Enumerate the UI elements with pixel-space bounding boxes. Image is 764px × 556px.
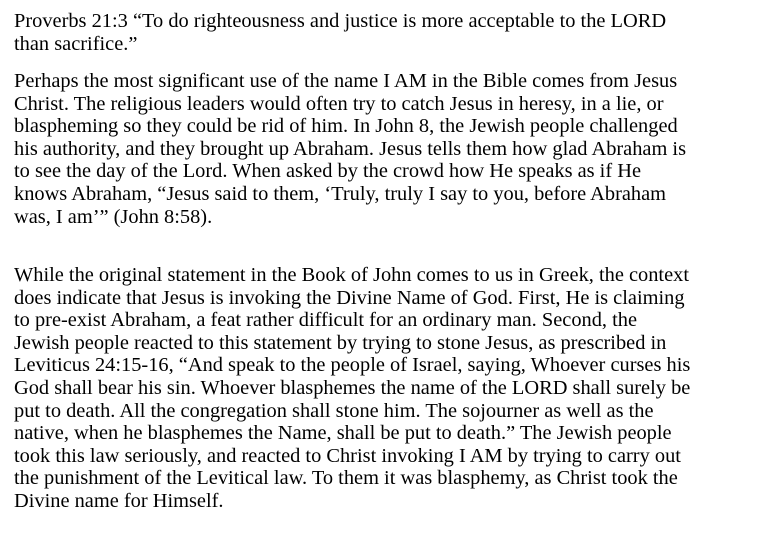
text-line: to pre-exist Abraham, a feat rather difficult for an ordinary man. Second, the [14,309,638,332]
text-line: was, I am’” (John 8:58). [14,205,213,228]
text-line: Jewish people reacted to this statement by trying to stone Jesus, as prescribed in [14,331,667,354]
text-line: Divine name for Himself. [14,489,224,512]
text-line: native, when he blasphemes the Name, shall be put to death.” The Jewish people [14,422,672,445]
text-line: to see the day of the Lord. When asked by the crowd how He speaks as if He [14,160,642,183]
text-line: does indicate that Jesus is invoking the Divine Name of God. First, He is claiming [14,286,685,309]
paragraph-proverbs-quote [14,10,666,55]
text-line: While the original statement in the Book of John comes to us in Greek, the context [14,264,690,286]
text-line: his authority, and they brought up Abraham. Jesus tells them how glad Abraham is [14,137,687,160]
text-line: than sacrifice.” [14,32,138,55]
text-line: Proverbs 21:3 “To do righteousness and justice is more acceptable to the LORD [14,10,667,32]
text-line: took this law seriously, and reacted to Christ invoking I AM by trying to carry out [14,444,681,467]
paragraph-i-am-jesus [14,70,686,228]
text-line: God shall bear his sin. Whoever blasphemes the name of the LORD shall surely be [14,376,691,399]
text-line: Christ. The religious leaders would often try to catch Jesus in heresy, in a lie, or [14,92,664,115]
paragraph-greek-context [14,264,690,513]
text-line: put to death. All the congregation shall stone him. The sojourner as well as the [14,399,654,422]
text-line: Leviticus 24:15-16, “And speak to the people of Israel, saying, Whoever curses his [14,354,691,377]
text-line: knows Abraham, “Jesus said to them, ‘Truly, truly I say to you, before Abraham [14,182,667,205]
text-line: the punishment of the Levitical law. To them it was blasphemy, as Christ took the [14,467,678,490]
text-line: blaspheming so they could be rid of him. In John 8, the Jewish people challenged [14,115,678,138]
text-line: Perhaps the most significant use of the name I AM in the Bible comes from Jesus [14,70,678,92]
